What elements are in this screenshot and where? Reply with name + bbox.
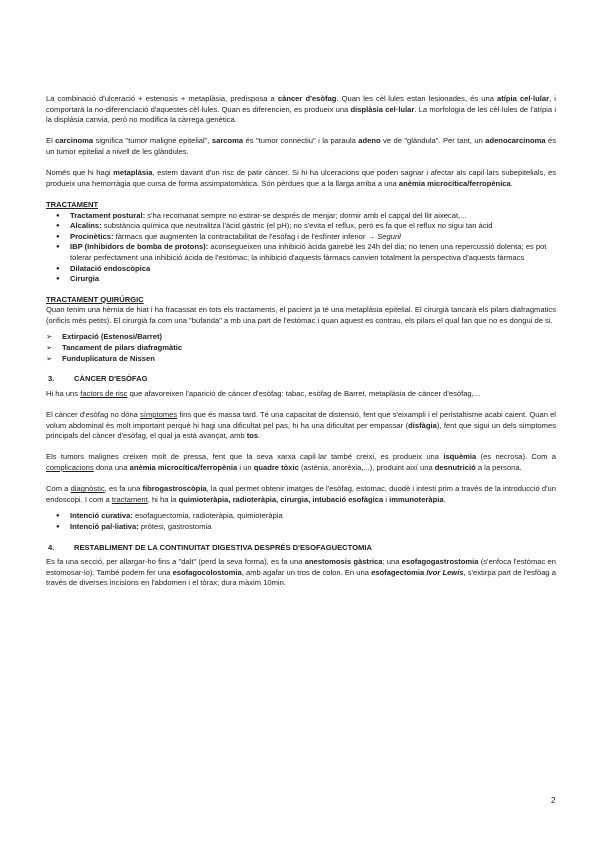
text: substància química que neutralitza l'àcid gàstric (el pH); no s'evita el reflux, però es fa que el reflux no sigui tan àcid: [101, 221, 493, 231]
list-item: ➢ Tancament de pilars diafragmàtic: [46, 343, 556, 354]
text: Hi ha uns: [46, 388, 81, 398]
section-title-text: RESTABLIMENT DE LA CONTINUITAT DIGESTIVA DESPRÉS D'ESOFAGUECTOMIA: [74, 542, 372, 552]
underlined-term: diagnòstic: [70, 484, 105, 494]
bold-term: displàsia cel·lular: [350, 104, 415, 114]
paragraph-symptoms: [46, 410, 556, 442]
bold-term: metaplàsia: [113, 168, 153, 178]
bold-term: Intenció curativa:: [70, 511, 133, 521]
bold-term: tos: [246, 431, 259, 441]
page-content: [46, 94, 556, 600]
text: , es fa una: [104, 484, 143, 494]
bold-term: Cirurgia: [70, 274, 100, 284]
list-item: [46, 232, 556, 243]
bold-term: quadre tòxic: [253, 463, 299, 472]
italic-term: Seguril: [377, 231, 401, 241]
text: esofaguectomia, radioteràpia, quimioteràpia: [132, 511, 283, 521]
text: , estem davant d'un risc de patir càncer. Si hi ha ulceracions que poden sagnar i afectar als capil·lars subepitelials, es produeix una hemorràgia que cursa de forma assimpatomàtica. Són pèrdues que a la llarga arriba a una: [46, 168, 556, 188]
text: , i comportarà la no-diferenciació d'aquestes cèl·lules. Quan es diferencien, es produeix una: [46, 94, 556, 114]
text: , la qual permet obtenir imatges de l'esòfag, estomac, duodè i intesti prim a través de la introducció d'un endoscopi. I com a: [46, 484, 556, 504]
bold-term: fibrogastroscòpia: [142, 484, 207, 494]
bold-term: adeno: [358, 136, 381, 146]
bold-term: Tractament postural:: [70, 210, 146, 220]
text: La combinació d'ulceració + estenosis + metaplàsia, predisposa a: [46, 94, 278, 103]
text: Els tumors malignes creixen molt de pressa, fent que la seva xarxa capil·lar també creixi, es produeix una: [46, 452, 444, 462]
text: . Quan les cèl·lules estan lesionades, és una: [336, 94, 498, 103]
heading-tractament: TRACTAMENT: [46, 199, 99, 209]
bold-term: isquèmia: [443, 452, 477, 462]
text: fins que és massa tard. Té una capacitat de distensió, fent que s'eixampli i el peristaltisme acabi caient. Quan el volum abdominal és molt important perquè hi hagi una dificultat pel pas, hi ha una dificultat per empassar (: [46, 410, 556, 430]
text: (astènia, anorèxia,...), produint així una: [298, 463, 435, 472]
list-item: [46, 242, 556, 263]
text: i un: [237, 463, 254, 472]
text: Es fa una secció, per allargar-ho fins a "dalt" (perd la seva forma), es fa una: [46, 557, 305, 567]
text: .: [443, 494, 446, 504]
text: ve de "glàndula". Per tant, un: [380, 136, 486, 146]
text: pròtesi, gastrostomia: [138, 521, 212, 531]
text: i: [383, 494, 390, 504]
list-item: [46, 264, 556, 275]
text: dona una: [93, 463, 130, 472]
list-item: [46, 522, 556, 533]
bold-term: atípia cel·lular: [497, 94, 550, 103]
text: Només que hi hagi: [46, 168, 114, 178]
paragraph-metaplasia: [46, 168, 556, 189]
text: El: [46, 136, 56, 146]
underlined-term: factors de risc: [80, 388, 128, 398]
text: El càncer d'esòfag no dóna: [46, 410, 141, 420]
bold-term: adenocarcinoma: [485, 136, 546, 146]
bold-term: Alcalins:: [70, 221, 102, 231]
text: que afavoreixen l'aparició de càncer d'esòfag: tabac, esòfag de Barret, metaplàsia de càncer d'esòfag,...: [127, 388, 481, 398]
text: , amb agafar un tros de colon. En una: [241, 567, 372, 577]
bold-term: carcinoma: [55, 136, 94, 146]
bold-term: immunoteràpia: [389, 494, 444, 504]
bold-term: disfàgia: [408, 420, 437, 430]
paragraph-carcinoma: [46, 136, 556, 157]
paragraph-restabliment: [46, 557, 556, 589]
bold-term: IBP (Inhibidors de bomba de protons):: [70, 242, 209, 252]
bold-term: esofagectomia: [371, 567, 427, 577]
paragraph-ulceration: [46, 94, 556, 126]
treatment-list: [46, 211, 556, 285]
section-title-cancer: [46, 374, 556, 385]
text: s'ha recomanat sempre no estirar-se després de menjar; dormir amb el capçal del llit aixecat,...: [145, 210, 467, 220]
text: , hi ha la: [147, 494, 179, 504]
bold-term: esofagocolostomia: [172, 567, 242, 577]
paragraph-quirurgic: Quan tenim una hèrnia de hiat i ha fracassat en tots els tractaments, el pacient ja té una metaplàsia epitelial. El cirurgià tancarà els pilars diafragmatics (orificis més petits). El cirurgià fa com una "bufanda" a mb una part de l'estòmac i quan aquest es contrau, els pilars el qual fan que no es dongui de si.: [46, 305, 556, 325]
paragraph-diagnosis: [46, 484, 556, 505]
section-number: 3.: [48, 374, 55, 384]
bold-term: Dilatació endoscòpica: [70, 263, 151, 273]
list-item: [46, 274, 556, 285]
text: és "tumor connectiu" i la paraula: [243, 136, 359, 146]
bold-term: quimioteràpia, radioteràpia, cirurgia, intubació esofàgica: [178, 494, 384, 504]
list-item: [46, 511, 556, 522]
bold-italic-term: Ivor Lewis: [426, 567, 464, 577]
list-item: ➢ Extirpació (Estenosi/Barret): [46, 332, 556, 343]
intention-list: [46, 511, 556, 532]
text: a la persona.: [475, 463, 522, 472]
text: ; una: [382, 557, 402, 567]
section-number: 4.: [48, 542, 55, 552]
list-item: ➢ Funduplicatura de Nissen: [46, 354, 556, 365]
bold-term: anestomosis gàstrica: [304, 557, 383, 567]
text: Com a: [46, 484, 71, 494]
text: significa "tumor maligne epitelial",: [93, 136, 212, 146]
text: és un tumor epitelial a nivell de les glàndules.: [46, 136, 557, 156]
bold-term: Intenció pal·liativa:: [70, 521, 139, 531]
section-title-restabliment: [46, 543, 556, 554]
text: (s'enfoca l'estòmac en estomosar-lo). També podem fer una: [46, 557, 556, 577]
text: .: [258, 431, 261, 441]
text: . La morfologia de les cèl·lules de l'atípia i la displàsia canvia, però no modifica la càrrega genètica.: [46, 104, 557, 125]
bold-term: anèmia microcítica/ferropènica: [398, 178, 511, 188]
heading-tractament-quirurgic: TRACTAMENT QUIRÚRGIC: [46, 294, 144, 304]
surgery-list: [46, 332, 556, 364]
list-item: [46, 211, 556, 222]
text: aconsegueixen una inhibició àcida gairebé les 24h del dia; no tenen una repercussió dolenta; es pot tolerar perfectament una inhibició àcida de l'estòmac; la inhibició d'aquests fàrmacs canvien totalment la perspectiva d'aquests fàrmacs: [70, 242, 547, 262]
section-title-text: CÀNCER D'ESÒFAG: [74, 374, 148, 384]
bold-term: desnutrició: [434, 463, 476, 472]
text: ), fent que sigui un dels símptomes principals del càncer d'esòfag, el qual ja està avançat, amb: [46, 420, 557, 441]
text: .: [510, 178, 513, 188]
underlined-term: tractament: [111, 494, 148, 504]
text: fàrmacs que augmenten la contractabilitat de l'esòfag i de l'esfínter inferior →: [113, 231, 378, 241]
text: (es necrosa). Com a: [476, 452, 556, 462]
bold-term: càncer d'esòfag: [277, 94, 337, 103]
text: , s'extirpa part de l'esfòag a través de diverses incisions en l'abdomen i el tòrax; dura màxim 10min.: [46, 567, 557, 588]
underlined-term: complicacions: [46, 463, 94, 472]
paragraph-risk-factors: [46, 389, 556, 400]
list-item: [46, 221, 556, 232]
paragraph-complications: [46, 452, 556, 473]
bold-term: sarcoma: [211, 136, 244, 146]
page-number: 2: [551, 796, 556, 805]
bold-term: anèmia microcítica/ferropènia: [129, 463, 238, 472]
bold-term: esofagogastrostomia: [401, 557, 479, 567]
underlined-term: símptomes: [140, 410, 178, 420]
bold-term: Procinètics:: [70, 231, 114, 241]
